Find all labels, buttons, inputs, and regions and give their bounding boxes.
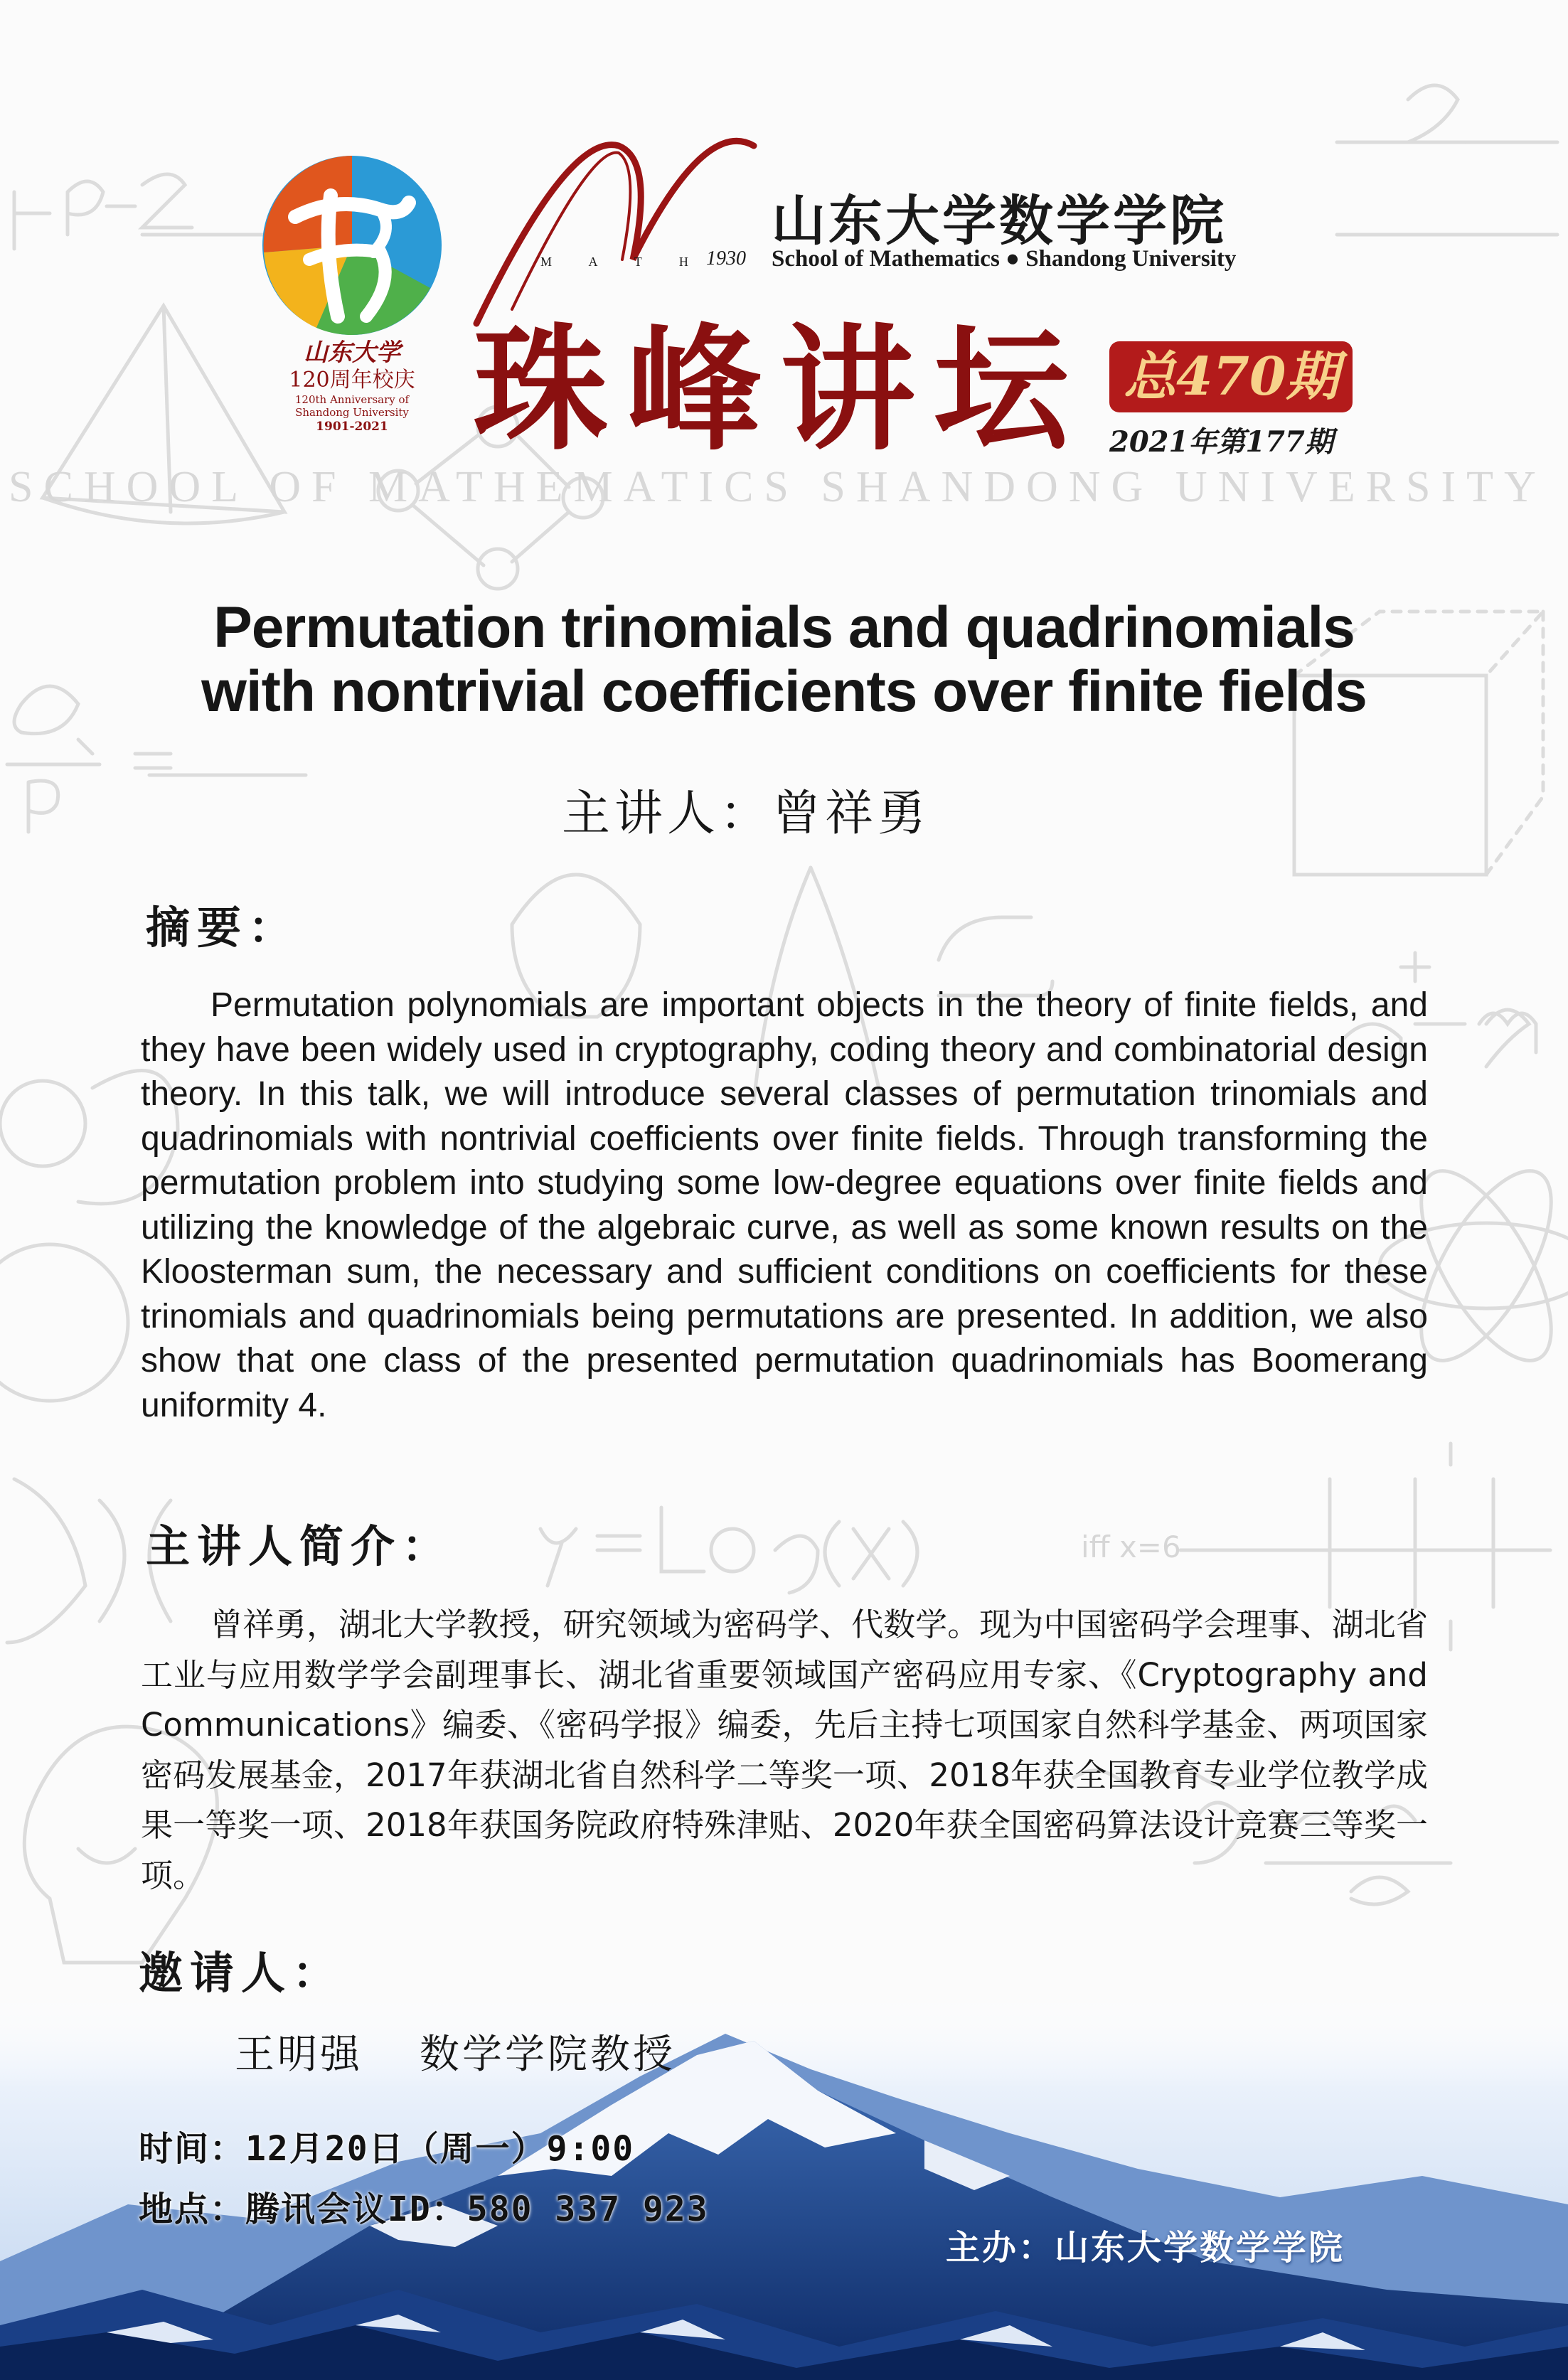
issue-total-badge: 总470期 bbox=[1109, 341, 1353, 412]
anniversary-title: 120周年校庆 bbox=[289, 368, 415, 393]
school-banner-text: SCHOOL OF MATHEMATICS SHANDONG UNIVERSITY bbox=[9, 463, 1547, 511]
inviter-title: 数学学院教授 bbox=[420, 2032, 676, 2078]
anniversary-line1: 120th Anniversary of bbox=[294, 393, 410, 406]
math-swoosh-logo bbox=[469, 117, 768, 331]
school-name-cn: 山东大学数学学院 bbox=[772, 189, 1227, 252]
anniversary-script-name: 山东大学 bbox=[304, 338, 400, 367]
inviter-heading: 邀请人： bbox=[139, 1947, 344, 1999]
forum-title: 珠峰讲坛 bbox=[473, 310, 1088, 469]
issue-year-number: 2021年第177期 bbox=[1109, 425, 1333, 459]
abstract-text: Permutation polynomials are important objects in the theory of finite fields, and they have been widely used in cryptography, coding theory and combinatorial design theory. In this talk, we will introduce several classes of permutation trinomials and quadrinomials with nontrivial coefficients over finite fields. Through transforming the permutation problem into studying some low-degree equations over finite fields and utilizing the knowledge of the algebraic curve, as well as some known results on the Kloosterman sum, the necessary and sufficient conditions on coefficients for these trinomials and quadrinomials being permutations are presented. In addition, we also show that one class of the presented permutation quadrinomials has Boomerang uniformity 4. bbox=[141, 986, 1428, 1424]
school-name-en: School of Mathematics ● Shandong University bbox=[772, 246, 1237, 272]
anniversary-years: 1901-2021 bbox=[316, 420, 388, 434]
talk-title-line2: with nontrivial coefficients over finite fields bbox=[201, 659, 1367, 724]
event-time: 时间：12月20日（周一）9:00 bbox=[139, 2129, 635, 2169]
speaker-name: 主讲人：曾祥勇 bbox=[562, 786, 931, 842]
anniversary-line2: Shandong University bbox=[295, 406, 409, 419]
event-host: 主办：山东大学数学学院 bbox=[946, 2228, 1345, 2268]
inviter-name: 王明强 bbox=[235, 2032, 363, 2078]
anniversary-caption bbox=[252, 338, 452, 434]
abstract-heading: 摘要： bbox=[146, 902, 300, 954]
sketch-text-iff: iff x=6 bbox=[1081, 1530, 1181, 1564]
event-place: 地点：腾讯会议ID：580 337 923 bbox=[139, 2189, 709, 2229]
math-logo-year: 1930 bbox=[706, 247, 746, 270]
bio-heading: 主讲人简介： bbox=[146, 1520, 454, 1572]
math-logo-letters: M A T H bbox=[540, 255, 705, 269]
anniversary-swirl-logo bbox=[252, 146, 452, 338]
talk-title-line1: Permutation trinomials and quadrinomials bbox=[213, 595, 1355, 660]
bio-text: 曾祥勇，湖北大学教授，研究领域为密码学、代数学。现为中国密码学会理事、湖北省工业与应用数学学会副理事长、湖北省重要领域国产密码应用专家、《Cryptography and Communications》编委、《密码学报》编委，先后主持七项国家自然科学基金、两项国家密码发展基金，2017年获湖北省自然科学二等奖一项、2018年获全国教育专业学位教学成果一等奖一项、2018年获国务院政府特殊津贴、2020年获全国密码算法设计竞赛三等奖一项。 bbox=[141, 1606, 1428, 1894]
